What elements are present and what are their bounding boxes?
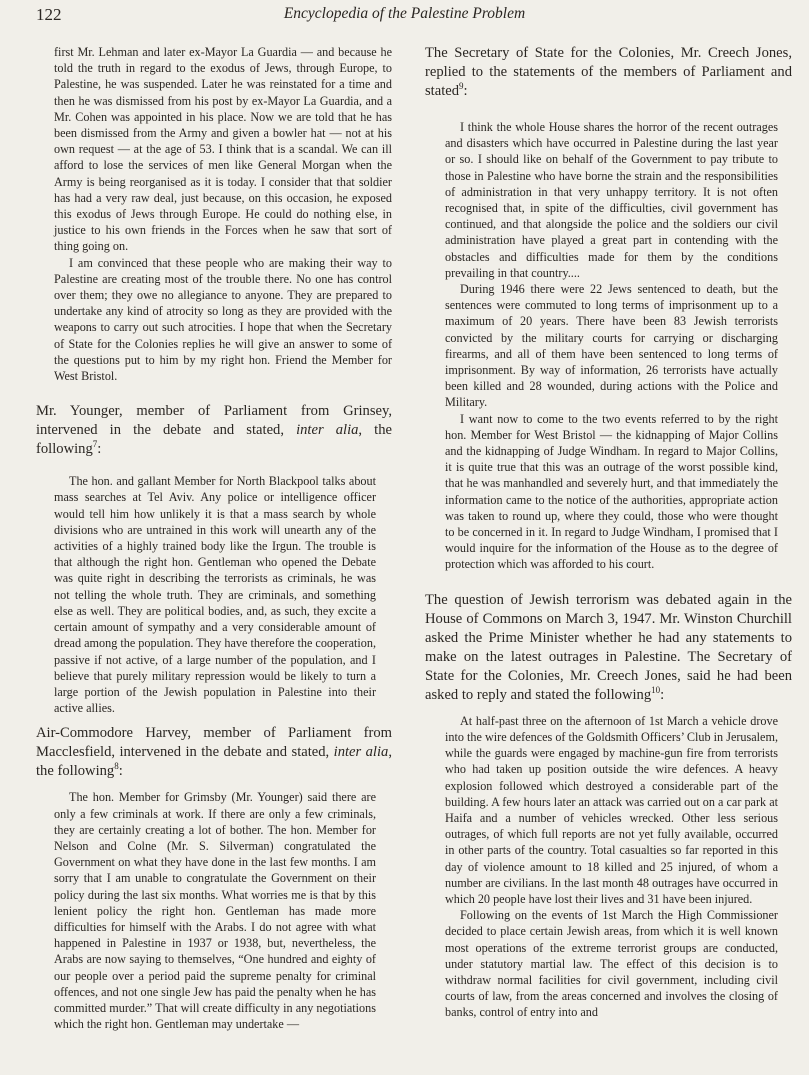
- intro-text: , the following: [36, 744, 392, 780]
- intro-text: Air-Commodore Harvey, member of Parliament from Macclesfield, intervened in the debate and stated,: [36, 725, 392, 761]
- quote-paragraph: Following on the events of 1st March the High Commissioner decided to place certain Jewish areas, from which it is well known most operations of the extreme terrorist groups are conducted, under statutory martial law. The effect of this decision is to withdraw normal facilities for civil government, including civil courts of law, from the areas concerned and involves the closing of banks, control of entry into and: [445, 908, 778, 1020]
- intro-paragraph: [36, 402, 392, 459]
- intro-paragraph: [36, 724, 392, 781]
- footnote-ref: 10: [651, 684, 661, 695]
- quote-paragraph: The hon. and gallant Member for North Blackpool talks about mass searches at Tel Aviv. Any police or intelligence officer would tell him how unlikely it is that a mass search by whole divisions who are untrained in this work will unearth any of the activities of a highly trained body like the Irgun. The trouble is that although the right hon. Gentleman who opened the Debate was quite right in describing the terrorists as criminals, he was not telling the whole truth. They are criminals, and something else as well. They are political bodies, and, as such, they excite a certain amount of sympathy and a very considerable amount of dread among the population. They have therefore the cooperation, passive if not active, of a large number of the population, and I believe that purely military repression would be likely to turn a large portion of the Jewish population in Palestine into their active allies.: [54, 474, 376, 716]
- page-header: [0, 0, 809, 34]
- running-title: Encyclopedia of the Palestine Problem: [283, 5, 526, 22]
- quote-paragraph: The hon. Member for Grimsby (Mr. Younger) said there are only a few criminals at work. If there are only a few criminals, they are certainly creating a lot of bother. The hon. Member for Nelson and Colne (Mr. S. Silverman) congratulated the Government on what they have done in the last few months. I am sorry that I am unable to congratulate the Government on their policy during the last six months. What worries me is that by this lenient policy the right hon. Gentleman has made more difficulties for himself with the Arabs. I do not agree with what happened in Palestine in 1937 or 1938, but, nevertheless, the Arabs are now saying to themselves, “One hundred and eighty of our people over a period paid the supreme penalty for criminal offences, and not one single Jew has paid the penalty when he has committed murder.” That will create difficulty in any negotiations which the right hon. Gentleman may undertake —: [54, 790, 376, 1032]
- quote-paragraph: During 1946 there were 22 Jews sentenced to death, but the sentences were commuted to long terms of imprisonment up to a maximum of 20 years. There have been 83 Jewish terrorists convicted by the military courts for carrying or discharging firearms, and all of them have been sentenced to long terms of imprisonment. By way of information, 26 terrorists have actually been killed and 28 wounded, during actions with the Police and Military.: [445, 282, 778, 410]
- quote-paragraph: I think the whole House shares the horror of the recent outrages and disasters which have occurred in Palestine during the last year or so. I should like on behalf of the Government to pay tribute to those in Palestine who have borne the strain and the responsibilities of administration in that very unhappy territory. It is not often recognised that, in spite of the difficulties, civil government has continued, and that alongside the police and the soldiers our civil administration have played a great part in contending with the obstacles and difficulties made for them by the conditions prevailing in that country....: [445, 120, 778, 280]
- quote-paragraph: I want now to come to the two events referred to by the right hon. Member for West Bristol — the kidnapping of Major Collins and the kidnapping of Judge Windham. In regard to Major Collins, it is quite true that this was an outrage of the worst possible kind, that he was manhandled and severely hurt, and that immediately the information came to the notice of the authorities, appropriate action was taken to round up, where they could, those who were thought to be concerned in it. In regard to Judge Windham, I promised that I would inquire for the information of the House as to the degree of protection which was afforded to his court.: [445, 411, 778, 572]
- footnote-ref: 7: [92, 439, 98, 450]
- intro-emphasis: inter alia: [296, 422, 359, 439]
- intro-emphasis: inter alia: [333, 744, 389, 761]
- intro-text: The Secretary of State for the Colonies, Mr. Creech Jones, replied to the statements of the members of Parliament and stated: [425, 45, 792, 99]
- right-column: [425, 44, 792, 1021]
- intro-text: Mr. Younger, member of Parliament from Grinsey, intervened in the debate and stated,: [36, 403, 392, 439]
- intro-text: The question of Jewish terrorism was debated again in the House of Commons on March 3, 1947. Mr. Winston Churchill asked the Prime Minister whether he had any statements to make on the latest outrages in Palestine. The Secretary of State for the Colonies, Mr. Creech Jones, said he had been asked to reply and stated the following: [425, 591, 792, 703]
- intro-text: :: [118, 763, 123, 780]
- intro-text: :: [463, 83, 468, 99]
- quote-block: [445, 119, 778, 573]
- quote-paragraph: I am convinced that these people who are making their way to Palestine are creating most of the trouble there. No one has control over them; they owe no allegiance to anyone. They are prepared to undertake any kind of atrocity so long as they are provided with the weapons to carry out such atrocities. I hope that when the Secretary of State for the Colonies replies he will give an answer to some of the questions put to him by my right hon. Friend the Member for West Bristol.: [54, 255, 392, 384]
- quote-block: [54, 473, 376, 716]
- quote-paragraph: first Mr. Lehman and later ex-Mayor La Guardia — and because he told the truth in regard to the exodus of Jews, through Europe, to Palestine, he was suspended. Later he was reinstated for a time and then he was dismissed from his post by ex-Mayor La Guardia, and a Mr. Cohen was appointed in his place. Now we are told that he has been dismissed from the Army and given a bowler hat — not at his own request — at the age of 53. I think that is a scandal. We can ill afford to lose the services of men like General Morgan when the Army is being reorganised as it is today. I consider that that soldier has had a very raw deal, just because, on this occasion, he exposed this exodus of Jews through Europe. He could do nothing else, in justice to his own friends in the Forces when he saw that sort of thing going on.: [54, 45, 392, 254]
- quote-block: [54, 44, 392, 384]
- intro-paragraph: [425, 44, 792, 101]
- intro-text: :: [660, 686, 665, 703]
- quote-block: [445, 713, 778, 1021]
- intro-text: , the following: [36, 422, 392, 458]
- footnote-ref: 9: [459, 81, 464, 92]
- footnote-ref: 8: [114, 761, 119, 772]
- quote-block: [54, 789, 376, 1032]
- left-column: [36, 44, 392, 1032]
- intro-paragraph: [425, 591, 792, 705]
- page-number: 122: [36, 5, 62, 24]
- quote-paragraph: At half-past three on the afternoon of 1st March a vehicle drove into the wire defences of the Goldsmith Officers’ Club in Jerusalem, while the guards were engaged by machine-gun fire from terrorists who had taken up position outside the wire defences. A heavy explosion followed which destroyed a considerable part of the building. A few hours later an attack was carried out on a car park at Haifa and a number of vehicles wrecked. Other less serious outrages, of which full reports are not yet fully available, occurred in other parts of the country. Total casualties so far reported in this day of violence amount to 18 killed and 25 injured, of whom a number are civilians. In the last month 48 outrages have occurred in which 20 people have lost their lives and 31 have been injured.: [445, 713, 778, 906]
- intro-text: :: [97, 441, 102, 458]
